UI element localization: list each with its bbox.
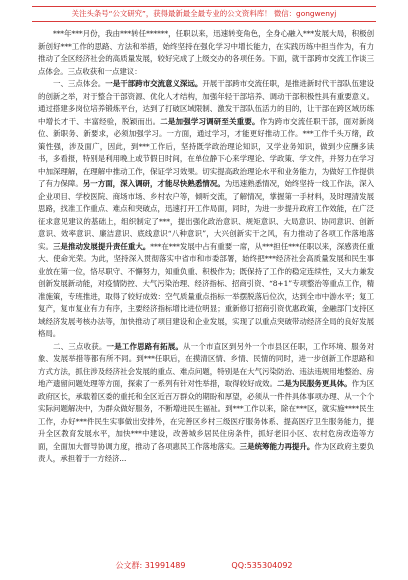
qq-contact-label: QQ:535304092 xyxy=(231,561,293,570)
point-three-text: ***在***发展中占有重要一席，从***担任***任职以来，深感责任重大、使命光荣。为此，坚持深入贯彻落实中省市和市委部署，始终把***经济社会高质量发展和民生事业放在第一位，恪尽职守、不懈努力，知重负重、积极作为；既保持了工作的稳定连续性，又大力兼发创新发展新动能，对疫情防控、大气污染治理、经济指标、招商引资、“8+1”专项整治等重点工作，精准施策，专班推进，取得了较好成效：空气质量重点指标一举摆脱落后位次，达到全市中游水平；复工复产，复市复业有力有序，主要经济指标增比进位明显；重新修订招商引资优惠政策，金融部门支持区域经济发展考核办法等，加快推动了项目建设和企业发展，实现了以重点突破带动经济全局的良好发展格局。 xyxy=(38,241,374,338)
promo-banner xyxy=(32,6,376,22)
section-one-heading: 一、三点体会。 xyxy=(53,79,106,88)
gain-two-text: 作为区政府区长，承载着区委的重托和全区近百万群众的期盼和厚望，必须从一件件具体事项办理、从一个个实际问题解决中，为群众做好服务，不断增进民生福祉。到***工作以来，除在***区，就实施****民生工作，办好***件民生实事做出安排外，在完善区乡村三级医疗服务体系、提高医疗卫生服务能力，提升全区教育发展水平，加快***中建设，改善城乡居民住房条件，抓好老旧小区、农村危房改造等方面，全面加大督导协调力度，推动了各项惠民工作落地落实。 xyxy=(38,379,374,451)
gain-one-text: 从一个市直区到另外一个市县区任职，工作环境、服务对象、发展举措等都有所不同。到***任职后，在摸清区情、乡情、民情的同时，进一步创新工作思路和方式方法，抓住涉及经济社会发展的重点、难点问题，特别是在大气污染防治、违法违规用地整治、房地产遗留问题处理等方面，探索了一系列有针对性举措，取得较好成效。 xyxy=(38,341,374,388)
promo-banner-text: 关注头条号“公文研究”，获得最新最全最专业的公文资料库！ 微信：gongwenyj xyxy=(71,9,337,18)
section-two-heading: 二、三点收获。 xyxy=(53,341,107,351)
gain-three-heading: 三是统筹能力再提升。 xyxy=(239,441,315,451)
point-two-heading: 二是加强学习调研至关重要。 xyxy=(160,116,260,126)
document-body xyxy=(38,28,374,548)
gain-one-heading: 一是工作思路有拓展。 xyxy=(106,341,184,351)
qq-group-label: 公文群: 31991489 xyxy=(115,561,186,570)
intro-paragraph xyxy=(38,28,374,78)
experience-paragraph xyxy=(38,78,374,341)
intro-text: ***年***月份，我由***转任******，任职以来，迅速转变角色，全身心融入***发展大局，积极创新创好***工作的思路、方法和举措，始终坚持在强化学习中增长能力，在实践历练中担当作为，有力推动了全区经济社会的高质量发展，较好完成了上级交办的各项任务。下面，就干部跨市交流工作谈三点体会。三点收获和一点建议： xyxy=(38,29,374,76)
gains-paragraph xyxy=(38,341,374,466)
gain-two-heading: 二是为民服务更具体。 xyxy=(276,379,352,388)
point-two-sub-heading: 另一方面，深入调研，才能尽快熟悉情况。 xyxy=(82,179,225,188)
point-two-detail: ***工作千头万绪，政策性强，涉及面广，因此，到***工作后，坚持既学政治理论知识，又学业务知识，做到少应酬多读书，多看报，特别是利用晚上或节假日时间，在单位静下心来学理论、学政策、学文件，并努力在学习中加深理解，在理解中推动工作，保证学习效果。切实提高政治理论水平和业务能力，为做好工作提供了有力保障。 xyxy=(38,129,374,188)
point-one-text: 开展干部跨市交流任职，是推进新时代干部队伍建设的创新之举，对于整合干部资源、优化人才结构，加强年轻干部培养、调动干部积极性具有重要意义。通过搭建多岗位培养锻炼平台，达到了打破区域限制、激发干部队伍活力的目的，让干部在跨区域历练中增长才干、丰富经验，脱颖而出。 xyxy=(38,79,374,126)
gain-three-text: 作为区政府主要负责人，承担着于一方经济... xyxy=(38,441,374,463)
footer-contact xyxy=(0,556,408,576)
point-two-sub-text: 为迅速熟悉情况，始终坚持一线工作法，深入企业项目、学校医院、商场市场、乡村农户等，倾听交流，了解情况，掌握第一手材料，及时理清发展思路，找准工作重点、难点和突破点，迅速打开工作局面，同时，为进一步提升政府工作效能，在广泛征求意见建议的基础上，组织制定了***，提出强化政治意识、规矩意识、大局意识、协同意识、创新意识、效率意识、廉洁意识、底线意识“八种意识”，大兴创新实干之风，有力推动了各项工作落地落实。 xyxy=(38,179,374,251)
point-one-heading: 一是干部跨市交流意义深远。 xyxy=(105,79,203,88)
point-three-heading: 三是推动发展提升责任重大。 xyxy=(52,241,151,251)
point-two-text: 作为跨市交流任职干部，面对新岗位、新职务、新要求，必须加强学习。一方面，通过学习，才能更好推动工作。 xyxy=(38,116,374,138)
